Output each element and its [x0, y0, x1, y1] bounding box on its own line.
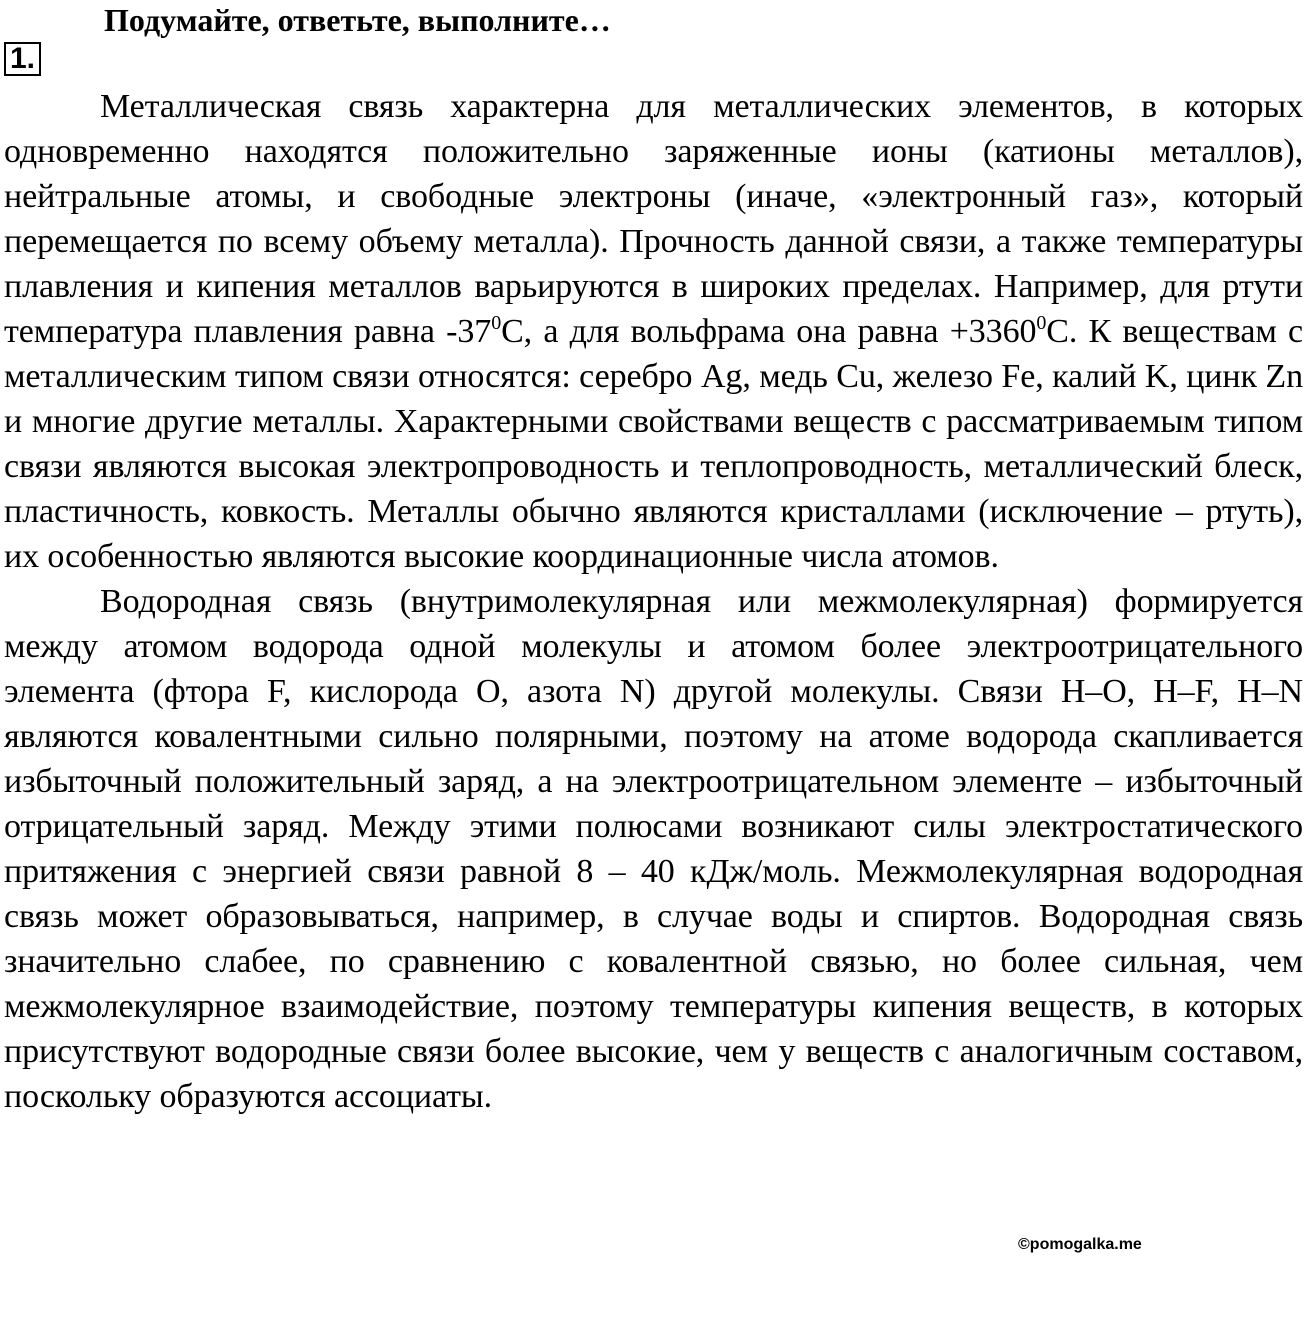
section-heading: Подумайте, ответьте, выполните…	[104, 2, 611, 38]
watermark: ©pomogalka.me	[1018, 1236, 1142, 1253]
degree-superscript-1: 0	[491, 312, 502, 334]
degree-superscript-2: 0	[1036, 312, 1047, 334]
paragraph-1-text-c: С. К веществам с металлическим типом связи относятся: серебро Ag, медь Cu, железо Fe, калий K, цинк Zn и многие другие металлы. Характерными свойствами веществ с рассматриваемым типом связи являются высокая электропроводность и теплопроводность, металлический блеск, пластичность, ковкость. Металлы обычно являются кристаллами (исключение – ртуть), их особенностью являются высокие координационные числа атомов.	[4, 313, 1304, 575]
document-page	[4, 0, 1303, 1119]
paragraph-1-text-b: С, а для вольфрама она равна +3360	[501, 313, 1037, 350]
paragraph-1-text-a: Металлическая связь характерна для металлических элементов, в которых одновременно находятся положительно заряженные ионы (катионы металлов), нейтральные атомы, и свободные электроны (иначе, «электронный газ», который перемещается по всему объему металла). Прочность данной связи, а также температуры плавления и кипения металлов варьируются в широких пределах. Например, для ртути температура плавления равна -37	[4, 88, 1303, 350]
task-number-box: 1.	[4, 42, 41, 76]
paragraph-metallic-bond	[4, 84, 1303, 579]
paragraph-hydrogen-bond: Водородная связь (внутримолекулярная или межмолекулярная) формируется между атомом водорода одной молекулы и атомом более электроотрицательного элемента (фтора F, кислорода O, азота N) другой молекулы. Связи H–O, H–F, H–N являются ковалентными сильно полярными, поэтому на атоме водорода скапливается избыточный положительный заряд, а на электроотрицательном элементе – избыточный отрицательный заряд. Между этими полюсами возникают силы электростатического притяжения с энергией связи равной 8 – 40 кДж/моль. Межмолекулярная водородная связь может образовываться, например, в случае воды и спиртов. Водородная связь значительно слабее, по сравнению с ковалентной связью, но более сильная, чем межмолекулярное взаимодействие, поэтому температуры кипения веществ, в которых присутствуют водородные связи более высокие, чем у веществ с аналогичным составом, поскольку образуются ассоциаты.	[4, 583, 1303, 1115]
